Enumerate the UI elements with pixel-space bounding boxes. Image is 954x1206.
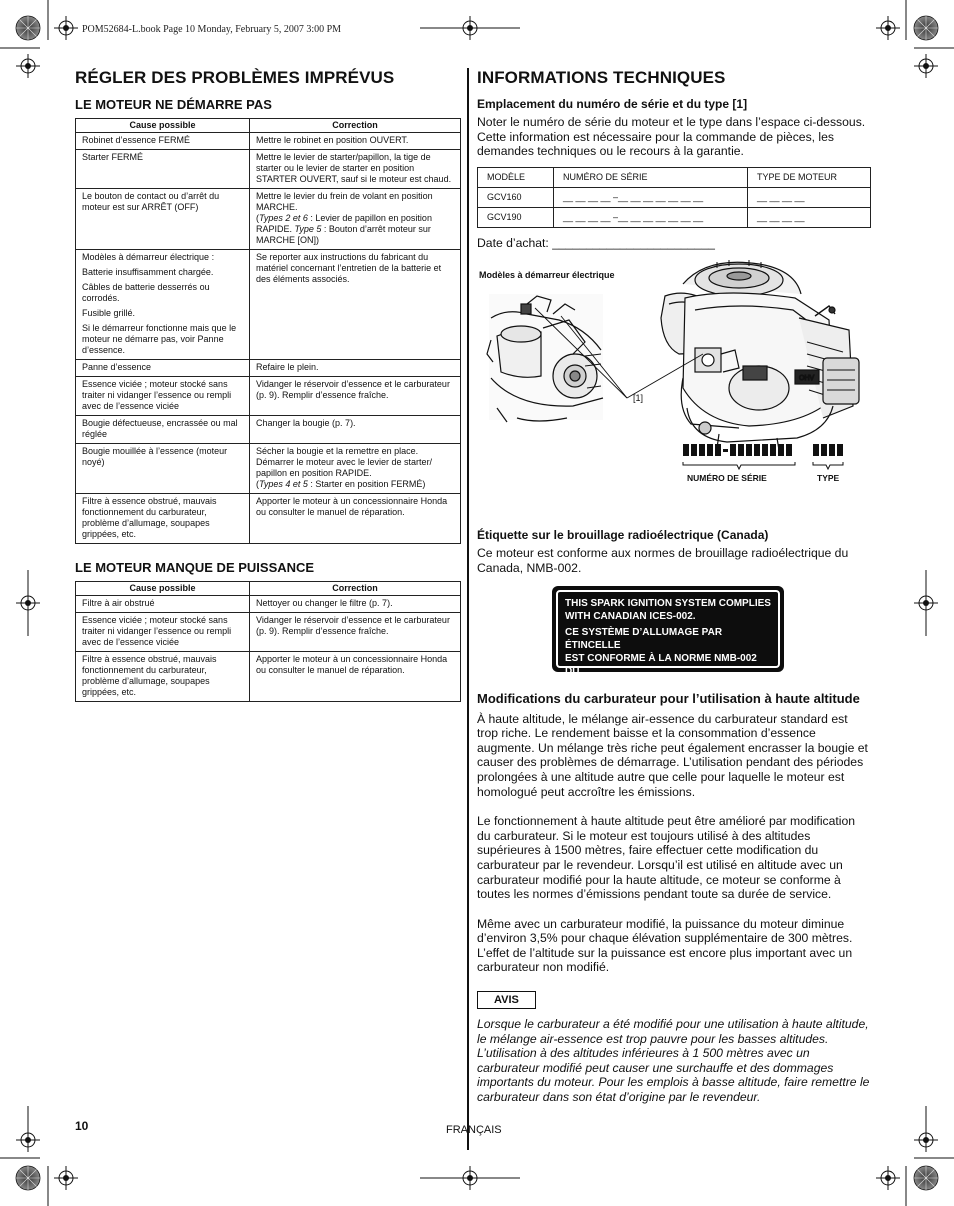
cause-cell: Bougie défectueuse, encrassée ou mal réglée — [76, 416, 250, 444]
serial-blank-cell: __ __ __ __ –__ __ __ __ __ __ __ — [554, 207, 748, 227]
correction-cell: Sécher la bougie et la remettre en place. Démarrer le moteur avec le levier de starter/ papillon en position RAPIDE. (Types 4 et 5 : Starter en position FERMÉ) — [250, 444, 461, 494]
table-row — [76, 652, 461, 702]
correction-cell: Changer la bougie (p. 7). — [250, 416, 461, 444]
engine-drawing — [477, 258, 871, 484]
correction-cell: Vidanger le réservoir d’essence et le carburateur (p. 9). Remplir d’essence fraîche. — [250, 613, 461, 652]
cause-cell: Bougie mouillée à l’essence (moteur noyé) — [76, 444, 250, 494]
troubleshooting-title: RÉGLER DES PROBLÈMES IMPRÉVUS — [75, 68, 395, 87]
correction-cell: Vidanger le réservoir d’essence et le carburateur (p. 9). Remplir d’essence fraîche. — [250, 377, 461, 416]
correction-cell: Se reporter aux instructions du fabricant du matériel concernant l’entretien de la batterie et des éléments associés. — [250, 250, 461, 360]
col-header-cause: Cause possible — [76, 582, 250, 596]
no-start-heading: LE MOTEUR NE DÉMARRE PAS — [75, 97, 272, 112]
cause-line: Si le démarreur fonctionne mais que le moteur ne démarre pas, voir Panne d’essence. — [82, 323, 237, 355]
col-header-correction: Correction — [250, 582, 461, 596]
correction-cell: Apporter le moteur à un concessionnaire Honda ou consulter le manuel de réparation. — [250, 494, 461, 544]
table-row — [76, 250, 461, 360]
engine-illustration — [477, 258, 871, 484]
notice-label: AVIS — [477, 991, 536, 1009]
ices-line: CE SYSTÈME D’ALLUMAGE PAR ÉTINCELLE — [565, 626, 723, 651]
correction-text: : Levier de papillon en position RAPIDE. — [256, 213, 432, 234]
table-row — [76, 377, 461, 416]
serial-intro-text: Noter le numéro de série du moteur et le type dans l’espace ci-dessous. Cette information est nécessaire pour la commande de pièces, les demandes techniques ou le recours à la garantie. — [477, 115, 866, 159]
column-divider — [467, 68, 469, 1150]
file-info-header: POM52684-L.book Page 10 Monday, February 5, 2007 3:00 PM — [82, 24, 342, 35]
table-row — [76, 494, 461, 544]
table-header-row — [76, 119, 461, 133]
table-row — [478, 187, 871, 207]
table-header-row — [478, 167, 871, 187]
correction-text: : Bouton d’arrêt moteur sur MARCHE [ON]) — [256, 224, 431, 245]
technical-info-column — [477, 68, 871, 1120]
table-row — [76, 133, 461, 150]
cause-cell: Essence viciée ; moteur stocké sans traiter ni vidanger l’essence ou rempli avec de l’essence viciée — [76, 377, 250, 416]
notice-text: Lorsque le carburateur a été modifié pour une utilisation à haute altitude, le mélange air-essence est trop pauvre pour les basses altitudes. L’utilisation à des altitudes inférieures à 1 500 mètres avec un carburateur modifié peut causer une surchauffe et des dommages importants du moteur. Pour les emplois à basse altitude, faire remettre le carburateur dans son état d’origine par le revendeur. — [477, 1017, 870, 1105]
cause-cell: Filtre à essence obstrué, mauvais fonctionnement du carburateur, problème d’allumage, soupapes grippées, etc. — [76, 494, 250, 544]
ices-line: WITH CANADIAN ICES-002. — [565, 610, 696, 622]
cause-cell: Essence viciée ; moteur stocké sans traiter ni vidanger l’essence ou rempli avec de l’essence viciée — [76, 613, 250, 652]
ices-line: THIS SPARK IGNITION SYSTEM COMPLIES — [565, 597, 771, 609]
correction-cell: Mettre le levier de starter/papillon, la tige de starter ou le levier de starter en position STARTER OUVERT, sauf si le moteur est chaud. — [250, 150, 461, 189]
table-row — [76, 613, 461, 652]
model-cell: GCV190 — [478, 207, 554, 227]
type-caption: TYPE — [817, 473, 840, 484]
cause-cell — [76, 250, 250, 360]
correction-types: Type 5 — [294, 224, 322, 234]
serial-blank-cell: __ __ __ __ –__ __ __ __ __ __ __ — [554, 187, 748, 207]
serial-location-callout: [1] — [633, 393, 644, 404]
cause-cell: Filtre à essence obstrué, mauvais fonctionnement du carburateur, problème d’allumage, soupapes grippées, etc. — [76, 652, 250, 702]
correction-types: Types 2 et 6 — [259, 213, 308, 223]
cause-line: Câbles de batterie desserrés ou corrodés. — [82, 282, 210, 303]
svg-text:OHV: OHV — [799, 375, 815, 383]
altitude-paragraph: À haute altitude, le mélange air-essence du carburateur standard est trop riche. Le rendement baisse et la consommation d’essence augmente. Un mélange très riche peut également encrasser la bougie et causer des problèmes de démarrage. L’utilisation pendant des périodes prolongées à une altitude autre que celle pour laquelle le moteur est homologué peut accroître les émissions. — [477, 711, 868, 799]
language-footer: FRANÇAIS — [446, 1124, 502, 1136]
radio-interference-heading: Étiquette sur le brouillage radioélectrique (Canada) — [477, 528, 769, 543]
serial-number-caption: NUMÉRO DE SÉRIE — [687, 473, 767, 484]
correction-types: Types 4 et 5 — [259, 479, 308, 489]
table-row — [76, 189, 461, 250]
correction-text: : Starter en position FERMÉ) — [307, 479, 426, 489]
low-power-table — [75, 581, 461, 702]
table-header-row — [76, 582, 461, 596]
correction-text: Mettre le levier du frein de volant en position MARCHE. — [256, 191, 433, 212]
cause-cell: Le bouton de contact ou d’arrêt du moteur est sur ARRÊT (OFF) — [76, 189, 250, 250]
serial-record-table — [477, 167, 871, 228]
type-blank-cell: __ __ __ __ — [748, 207, 871, 227]
table-row — [76, 416, 461, 444]
correction-cell: Mettre le levier du frein de volant en position MARCHE. (Types 2 et 6 : Levier de papillon en position RAPIDE. Type 5 : Bouton d’arrêt moteur sur MARCHE [ON]) — [250, 189, 461, 250]
technical-info-title: INFORMATIONS TECHNIQUES — [477, 68, 726, 87]
altitude-paragraph: Même avec un carburateur modifié, la puissance du moteur diminue d’environ 3,5% pour chaque élévation supplémentaire de 300 mètres. L’effet de l’altitude sur la puissance est encore plus important avec un carburateur non modifié. — [477, 916, 853, 975]
table-row — [478, 207, 871, 227]
cause-cell: Panne d’essence — [76, 360, 250, 377]
col-header-model: MODÈLE — [478, 167, 554, 187]
correction-cell: Apporter le moteur à un concessionnaire Honda ou consulter le manuel de réparation. — [250, 652, 461, 702]
col-header-cause: Cause possible — [76, 119, 250, 133]
electric-starter-label: Modèles à démarreur électrique — [479, 270, 615, 281]
cause-line: Modèles à démarreur électrique : — [82, 252, 215, 262]
cause-cell: Filtre à air obstrué — [76, 596, 250, 613]
radio-interference-text: Ce moteur est conforme aux normes de brouillage radioélectrique du Canada, NMB-002. — [477, 546, 849, 575]
ices-line: CANADA. — [565, 678, 612, 690]
purchase-date-line: Date d’achat: ________________________ — [477, 235, 715, 250]
serial-location-heading: Emplacement du numéro de série et du type [1] — [477, 97, 748, 111]
high-altitude-heading: Modifications du carburateur pour l’utilisation à haute altitude — [477, 690, 860, 706]
type-blank-cell: __ __ __ __ — [748, 187, 871, 207]
altitude-paragraph: Le fonctionnement à haute altitude peut être amélioré par modification du carburateur. Si le moteur est toujours utilisé à des altitudes supérieures à 1500 mètres, faire effectuer cette modification du carburateur par le revendeur. Lorsqu’il est utilisé en altitude avec un carburateur modifié pour la haute altitude, ce moteur se conforme à toutes les normes d’émissions pendant toute sa durée de service. — [477, 814, 856, 902]
table-row — [76, 360, 461, 377]
correction-cell: Nettoyer ou changer le filtre (p. 7). — [250, 596, 461, 613]
cause-line: Fusible grillé. — [82, 308, 136, 318]
correction-cell: Mettre le robinet en position OUVERT. — [250, 133, 461, 150]
col-header-type: TYPE DE MOTEUR — [748, 167, 871, 187]
col-header-correction: Correction — [250, 119, 461, 133]
low-power-heading: LE MOTEUR MANQUE DE PUISSANCE — [75, 560, 315, 575]
ices-label-frame — [556, 590, 780, 690]
ices-line: EST CONFORME À LA NORME NMB-002 DU — [565, 652, 757, 677]
correction-text: Sécher la bougie et la remettre en place. Démarrer le moteur avec le levier de starter/ papillon en position RAPIDE. — [256, 446, 433, 478]
ices-compliance-label — [552, 586, 784, 690]
correction-cell: Refaire le plein. — [250, 360, 461, 377]
page-number: 10 — [75, 1119, 89, 1133]
no-start-table — [75, 118, 461, 544]
model-cell: GCV160 — [478, 187, 554, 207]
table-row — [76, 596, 461, 613]
troubleshooting-column — [75, 68, 461, 702]
table-row — [76, 444, 461, 494]
cause-cell: Robinet d’essence FERMÉ — [76, 133, 250, 150]
col-header-serial: NUMÉRO DE SÉRIE — [554, 167, 748, 187]
cause-cell: Starter FERMÉ — [76, 150, 250, 189]
table-row — [76, 150, 461, 189]
cause-line: Batterie insuffisamment chargée. — [82, 267, 214, 277]
